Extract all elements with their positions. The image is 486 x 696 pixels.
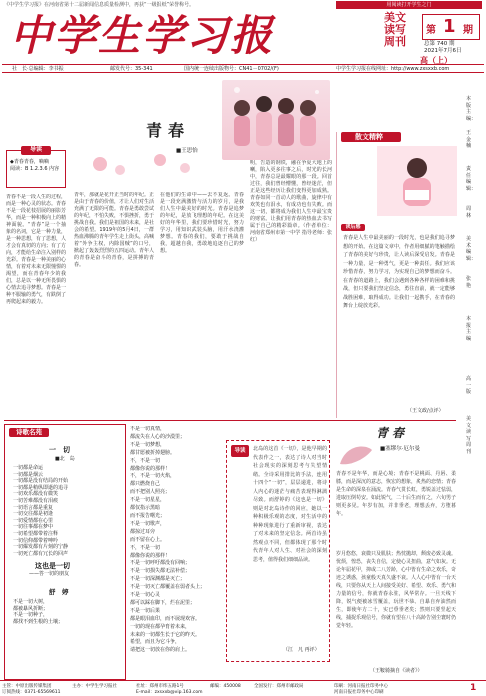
article1-author: ■王思怡 <box>176 148 198 154</box>
poem-line: 不是一切损失都无法补偿； <box>130 568 191 575</box>
article1-col1: 青春不是一段人生的过程，而是一种心灵的状态。青春不是一段花枝招展的丽影芳华，而是一种积极向上的精神面貌。“青春”是一个抽象的名词，它是一种力量，是一种思想，有了思想，人才会有真切的方向；有了方向，才能给生命注入别样的光彩。青春是一种美丽的心情，有着对未来无限憧憬的渴望，而在青春年少的我们，总是以一种无所畏惧的心情去追寻梦想。青春是一种不服输的勇气，有跌倒了再爬起来的毅力。 <box>6 194 66 305</box>
article2-author: ■塞缪尔·厄尔曼 <box>380 446 420 452</box>
sidebar-editor-6: 张 艳 <box>466 276 472 289</box>
right-edge-label-b: 高一版 <box>466 376 472 395</box>
poem-line: 而不把别人照亮； <box>130 489 171 496</box>
right-edge-label-a: 本报主编 <box>466 316 472 342</box>
footer-email: E-mail：zxsxxb@vip.163.com <box>136 690 203 695</box>
issue-date: 2021年7月6日 <box>424 48 462 54</box>
sidebar-editor-5: 美术编辑： <box>466 236 477 262</box>
illustration-girls <box>222 80 330 160</box>
poem2-continued <box>130 426 222 676</box>
poem-line: 不，不是一切 <box>130 544 161 551</box>
girl-reading-icon <box>377 146 457 216</box>
poem-line: 不是一切深渊都是灭亡； <box>130 576 186 583</box>
flower-decoration <box>70 140 210 188</box>
poem-line: 都流失在人心的沙漠里； <box>130 433 186 440</box>
poem-line: 不是一切呼吁都没有回响； <box>130 560 191 567</box>
top-notice: 《中学生学习报》在河南省第十二届新闻信息质量检测中，再获“一级报纸”荣誉称号。 <box>4 2 195 8</box>
poem-line: 不是一切种子， <box>13 612 49 619</box>
poem-line: 一切死亡都有冗长的回声 <box>13 550 69 557</box>
side-title-box <box>384 12 418 60</box>
footer-supervisor: 主管：中原出版传媒集团 <box>2 684 52 689</box>
poem-line: 希望，而且为它斗争， <box>130 639 181 646</box>
article2-title: 青春 <box>376 426 409 440</box>
poem-line: 都掠过耳旁 <box>130 528 156 535</box>
footer-address: 社址：郑州市纬五路1号 <box>136 684 184 689</box>
poem1-title: 一 切 <box>49 446 70 454</box>
poem-line: 不，不是一切火焰， <box>130 473 176 480</box>
poem2-subheading: ——答一切的朋友 <box>29 571 70 577</box>
reading-illustration <box>377 146 457 216</box>
article1-col2: 青年，那就是花开正当时的年纪。正是由于青春的价值，才让人们对生活充满了无限的可能。青春是勇敢尝试的年纪，不怕失败，不惧挫折，勇于挑战自我。我们是祖国的未来，是社会的希望。1919年的5月4日，一群热血沸腾的青年学生走上街头，高喊着“外争主权，内除国贼”的口号，掀起了轰轰烈烈的五四运动。青年人的青春是奋斗的青春，是拼搏的青春。 <box>74 192 154 268</box>
article1-title: 青春 <box>146 121 191 140</box>
footer-postcode: 邮编：450008 <box>210 684 241 689</box>
top-slogan: 用阅读打开学生之门 <box>336 1 482 9</box>
article2-illustration <box>336 440 376 468</box>
poem-line: 不是一切歌声， <box>130 520 166 527</box>
commentary-text: 北岛的这首《一切》，是他早期的代表作之一，表达了诗人对当时社会现实的深刻思考与失望情绪。全诗采用排比的手法，连用十四个“一切”，层层递进，将诗人内心的迷茫与痛苦表现得淋漓尽致。而舒婷的《这也是一切》则是对北岛诗作的回应，她以一种积极乐观的态度，对生活中的种种现象进行了重新审视，表达了对未来的坚定信念。两首诗虽然观点不同，但都体现了那个时代青年人对人生、对社会的深刻思考，值得我们细细品读。 <box>253 446 327 563</box>
poem-line: 都甘愿被折掉翅膀。 <box>130 449 176 456</box>
article2-body-b: 岁月悠悠，衰微只及肌肤；热忱抛却，颓废必致灵魂。忧烦，惶恐，丧失自信，定使心灵扭曲，意气如灰。无论年届花甲，抑或二八芳龄，心中皆有生命之欢乐，奇迹之诱惑，孩童般天真久盛不衰。人人心中皆有一台天线，只要你从天上人间接受美好、希望、欢乐、勇气和力量的信号，你就青春永驻，风华常存。一旦天线下降，锐气便被冰雪覆盖，玩世不恭、自暴自弃油然而生，即使年方二十，实已垂垂老矣；然则只要竖起天线，捕捉乐观信号，你就有望在八十高龄告别尘寰时仍觉年轻。 <box>336 551 456 629</box>
poem-line: 一切希望都带着注释 <box>13 530 59 537</box>
footer-flags: 河南日报社印务中心印刷 <box>334 690 384 695</box>
postcode: 邮发代号：35-341 <box>110 66 153 72</box>
footer-sponsor: 主办：中学生学习报社 <box>72 684 117 689</box>
article1-col4: 明，告造的钢铁，融在争夏大地上的喇，陷入更多往事之后，时光的长河中，青春总是最耀眼的那一段。回首过往，我们曾经懵懂，曾经迷茫，但正是这些经历让我们变得更加成熟。青春如同一首动人的歌曲，旋律中有欢笑也有泪水，有成功也有失败。而这一切，都将成为我们人生中最宝贵的财富。让我们用青春的热血去书写属于自己的精彩篇章。（作者单位：河南省郑州市第一中学 指导老师：张红） <box>250 160 332 243</box>
footer-printer: 印刷：河南日报社印务中心 <box>334 684 388 689</box>
right-sidebar <box>460 96 484 616</box>
issue-box <box>422 14 480 40</box>
total-issue: 总第 740 期 <box>424 41 455 47</box>
reading-head: 散文精粹 <box>341 132 401 142</box>
poem-line: 而不报告曙光； <box>130 512 166 519</box>
sidebar-editor-3: 责任编辑： <box>466 166 477 192</box>
poem-line: 一切交往都是初逢 <box>13 511 54 518</box>
girls-drawing <box>222 80 330 160</box>
cn-number: 国内统一连续出版物号：CN41－0702/(F) <box>184 66 279 72</box>
sidebar-editor-1: 本版主编： <box>466 96 477 122</box>
poem-line: 都仅指示黑暗 <box>130 505 161 512</box>
article2-credit: （王鞍骑摘自《读者》） <box>370 668 423 674</box>
poem-head: 诗歌名苑 <box>9 428 49 437</box>
issue-label: 第 <box>426 25 436 36</box>
guide-box <box>6 146 66 188</box>
commentary-head: 导读 <box>231 445 249 457</box>
issue-unit: 期 <box>463 25 473 36</box>
poem-line: 都像你说的那样！ <box>130 552 171 559</box>
right-edge-label-c: 美文读写周刊 <box>466 416 472 455</box>
poem-line: 不是一切梦想， <box>130 441 166 448</box>
info-bar <box>2 64 484 73</box>
poem-line: 不，不是一切 <box>130 457 161 464</box>
poem-line: 一切欢乐都没有微笑 <box>13 491 59 498</box>
poem-line: 都只燃烧自己 <box>130 481 161 488</box>
poem-line: 未来的一切都生长于它的昨天。 <box>130 631 201 638</box>
poem2-author: 舒 婷 <box>49 588 69 596</box>
leaf-icon <box>336 440 376 468</box>
grade-label: 高（上） <box>420 56 452 65</box>
poem-section <box>4 424 126 680</box>
poem-line: 一切往事都在梦中 <box>13 524 54 531</box>
flower-icon <box>70 140 210 188</box>
poem-line: 一切爱情都在心里 <box>13 517 54 524</box>
poem-line: 不是一切灭亡都覆盖在弱者头上； <box>130 584 206 591</box>
sidebar-editor-4: 周 林 <box>466 206 472 219</box>
sidebar-editor-2: 王金楠 <box>466 130 472 149</box>
poem-line: 一切爆发都有片刻的宁静 <box>13 544 69 551</box>
poem-line: 一切语言都是重复 <box>13 504 54 511</box>
poem-line: 不是一切大树， <box>13 599 49 605</box>
poem-line: 都可以踩在脚下，烂在泥里； <box>130 599 196 606</box>
publisher: 社 长·总编辑：李书振 <box>12 66 64 72</box>
poem-line: 都找不到生根的土壤； <box>13 618 64 625</box>
poem-line: 不是一切心灵 <box>130 592 161 599</box>
poem1-author: ■北 岛 <box>55 456 75 462</box>
poem-line: 都像你说的那样！ <box>130 465 171 472</box>
footer-tel: 订阅热线：0371-65569611 <box>2 690 61 695</box>
poem-line: 一切都是没有结局的开始 <box>13 478 69 485</box>
poem-line: 一切都是烟云 <box>13 471 44 478</box>
commentary-sign: （江 凡 再评） <box>283 647 320 653</box>
issue-number: 1 <box>443 16 456 37</box>
page-number: 1 <box>470 683 477 693</box>
footer-bar <box>0 680 486 696</box>
reading-box <box>336 132 456 418</box>
guide-text: ◆青春青春，嘀嘀 阅读：B 1.2.3.6 内容 <box>10 159 60 172</box>
poem-line: 一切都是命运 <box>13 465 44 471</box>
article2-body-a: 青春不是年华，而是心境；青春不是桃面、丹唇、柔膝，而是深沉的意志，恢宏的想象，炙热的恋情；青春是生命的深泉在涌流。青春气贯长虹，勇锐盖过怯弱，进取压倒苟安。如此锐气，二十后生而有之，六旬男子则更多见。年岁有加，并非垂老，理想丢弃，方堕暮年。 <box>336 471 456 517</box>
poem-line: 不是一切后果 <box>130 607 161 614</box>
article1-col3: 在他们的生命中——去不复返。青春是一段充满激情与活力的岁月，是我们人生中最美好的时光。青春是追梦的年纪，是放飞理想的年纪。在这美好的年华里，我们要珍惜时光，努力学习，用知识武装头脑，用汗水浇灌梦想。青春的我们，要敢于挑战自我，超越自我，勇敢地追逐自己的梦想。 <box>160 192 244 254</box>
poem-line: 而不留在心上。 <box>130 536 166 543</box>
poem-line: 一切苦难都没有泪痕 <box>13 497 59 504</box>
reading-tag: 读后感 <box>341 224 365 231</box>
poem2-lines <box>13 599 123 625</box>
poem-line: 不是一切星星， <box>130 497 166 504</box>
guide-label: 导读 <box>21 146 51 155</box>
poem2-heading: 这也是一切 <box>35 562 70 570</box>
section-divider <box>4 420 456 421</box>
reading-editor: （王文政/点评） <box>407 408 444 414</box>
footer-distribution: 全国发行：郑州市邮政局 <box>254 684 304 689</box>
commentary-box <box>226 440 330 662</box>
side-title: 美文读写周刊 <box>384 11 406 48</box>
paper-title: 中学生学习报 <box>10 11 275 60</box>
poem-line: 不是一切真情， <box>130 426 166 432</box>
reading-text: 青春是人生中最美丽的一段时光，也是我们追寻梦想的开始。在这篇文章中，作者用细腻的笔触描绘了青春的美好与珍贵，让人读后深受启发。青春是一种力量，是一种勇气，更是一种责任。我们应该珍惜青春，努力学习，为实现自己的梦想而奋斗。在青春的道路上，我们会遇到各种各样的困难和挑战，但只要我们坚定信念，勇往直前，就一定能够战胜困难，取得成功。让我们一起携手，在青春的舞台上绽放光彩。 <box>343 235 455 309</box>
poem-line: 都被暴风折断； <box>13 605 49 612</box>
masthead <box>2 10 484 65</box>
poem-line: 一切信仰都带着呻吟 <box>13 537 59 544</box>
poem-line: 一切的现在都孕育着未来， <box>130 623 191 630</box>
poem1-lines <box>13 465 123 557</box>
poem-line: 一切都是稍纵即逝的追寻 <box>13 484 69 491</box>
poem-line: 请把这一切放在你的肩上。 <box>130 647 191 654</box>
website: 中学生学习报在线网址：http://www.zxsxxb.com <box>336 66 450 72</box>
poem-line: 都是眼泪血印，而不展现欢容。 <box>130 615 201 622</box>
